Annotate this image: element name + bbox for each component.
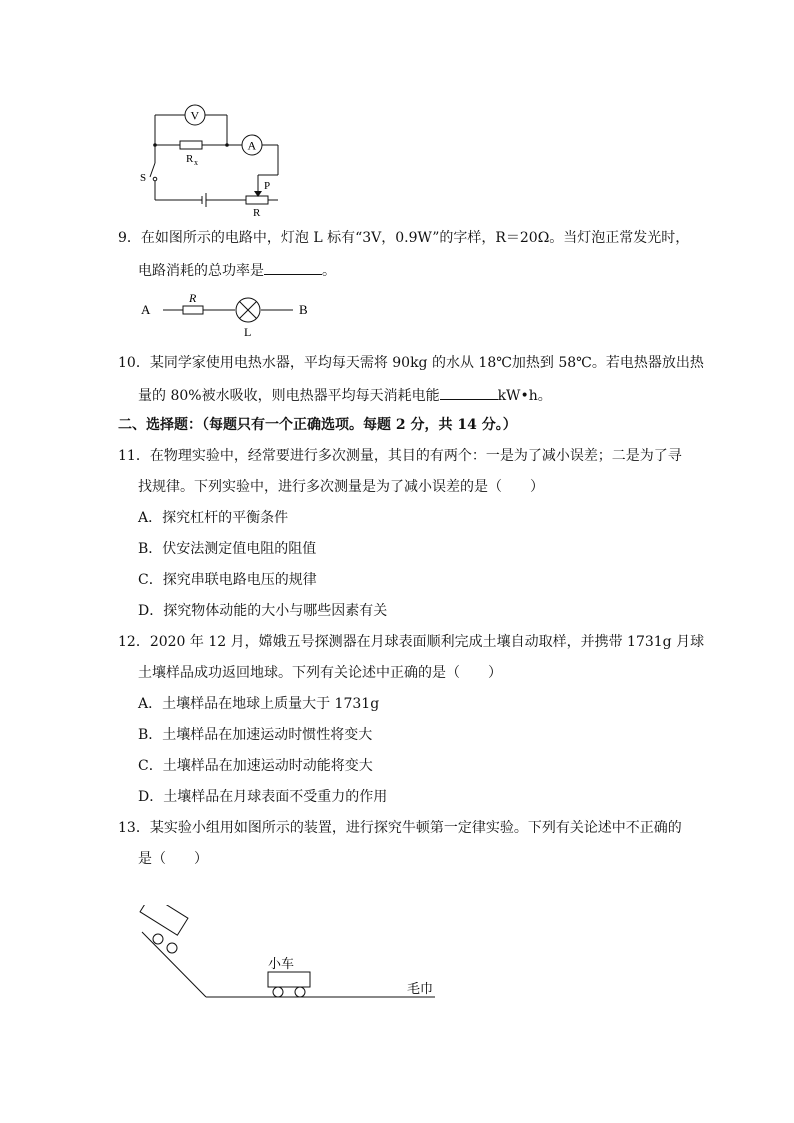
q10-line2-unit: kW•h。 — [497, 388, 552, 404]
terminal-a-label: A — [141, 302, 151, 317]
q12-option-b[interactable]: B．土壤样品在加速运动时惯性将变大 — [138, 727, 373, 743]
rx-subscript: x — [194, 158, 198, 167]
voltmeter-label: V — [190, 108, 200, 123]
q10-line1: 10．某同学家使用电热水器，平均每天需将 90kg 的水从 18℃加热到 58℃。若电热器放出热 — [118, 355, 704, 371]
towel-label: 毛巾 — [407, 982, 434, 997]
flat-cart-icon — [268, 972, 310, 997]
q13-line2: 是（ ） — [138, 851, 208, 867]
cart-label: 小车 — [268, 957, 295, 972]
q11-option-b[interactable]: B．伏安法测定值电阻的阻值 — [138, 541, 317, 557]
q10-line2 — [138, 385, 552, 405]
circuit-diagram-lamp — [138, 288, 328, 340]
ammeter-label: A — [247, 138, 257, 153]
ramp-cart-diagram — [130, 905, 450, 1010]
section-title: 二、选择题：（每题只有一个正确选项。每题 2 分，共 14 分。） — [118, 417, 517, 433]
ammeter-icon — [242, 135, 262, 155]
q9-line2-text: 电路消耗的总功率是 — [138, 263, 264, 279]
q9-answer-blank — [264, 260, 322, 275]
switch-label: S — [140, 172, 147, 184]
voltmeter-icon — [185, 105, 205, 125]
q10-line2-text: 量的 80%被水吸收，则电热器平均每天消耗电能 — [138, 388, 440, 404]
resistor-r-label: R — [189, 291, 197, 305]
ramp-cart-icon — [140, 905, 188, 953]
rx-label: R — [186, 153, 194, 165]
q11-line1: 11．在物理实验中，经常要进行多次测量，其目的有两个：一是为了减小误差；二是为了寻 — [118, 448, 682, 464]
q9-line2-end: 。 — [322, 263, 336, 279]
q13-line1: 13．某实验小组用如图所示的装置，进行探究牛顿第一定律实验。下列有关论述中不正确的 — [118, 820, 682, 836]
q12-option-a[interactable]: A．土壤样品在地球上质量大于 1731g — [138, 696, 380, 712]
q11-option-c[interactable]: C．探究串联电路电压的规律 — [138, 572, 317, 588]
q12-line2: 土壤样品成功返回地球。下列有关论述中正确的是（ ） — [138, 665, 502, 681]
q11-line2: 找规律。下列实验中，进行多次测量是为了减小误差的是（ ） — [138, 479, 544, 495]
circuit-diagram-rx — [130, 95, 300, 225]
q12-option-c[interactable]: C．土壤样品在加速运动时动能将变大 — [138, 758, 373, 774]
slider-label: P — [264, 180, 271, 192]
q10-answer-blank — [440, 385, 498, 400]
q9-line2 — [138, 260, 336, 280]
rheostat-label: R — [253, 207, 261, 219]
q9-line1: 9．在如图所示的电路中，灯泡 L 标有“3V，0.9W”的字样，R＝20Ω。当灯泡正常发光时， — [118, 230, 690, 246]
lamp-l-label: L — [244, 325, 252, 339]
q12-option-d[interactable]: D．土壤样品在月球表面不受重力的作用 — [138, 789, 388, 805]
lamp-icon — [236, 298, 260, 322]
q11-option-d[interactable]: D．探究物体动能的大小与哪些因素有关 — [138, 603, 388, 619]
q11-option-a[interactable]: A．探究杠杆的平衡条件 — [138, 510, 289, 526]
terminal-b-label: B — [299, 302, 308, 317]
q12-line1: 12．2020 年 12 月，嫦娥五号探测器在月球表面顺利完成土壤自动取样，并携带 1731g 月球 — [118, 634, 705, 650]
